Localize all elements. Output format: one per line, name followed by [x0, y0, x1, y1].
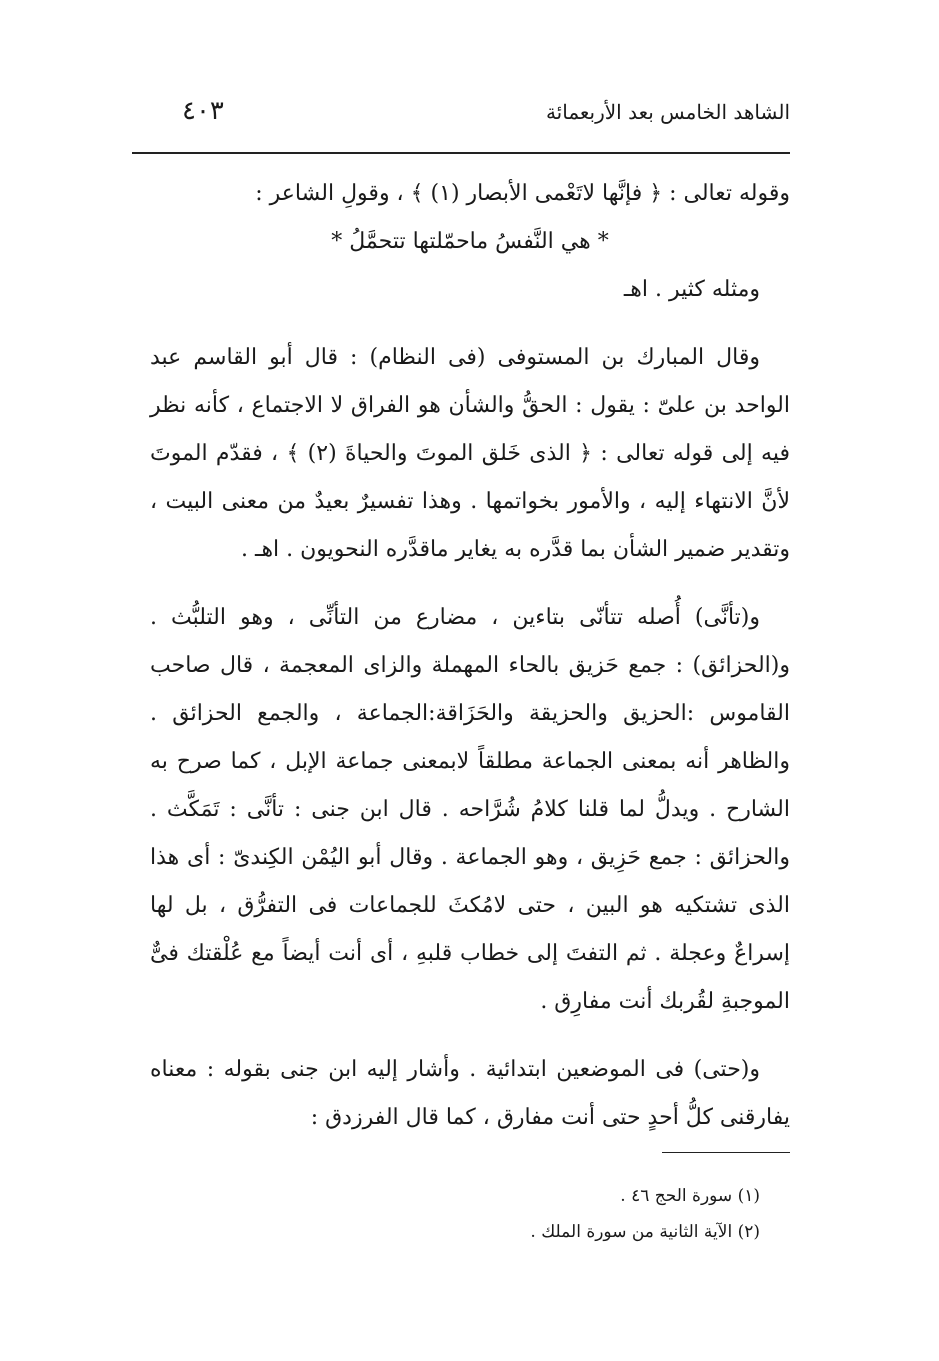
footnote-rule [662, 1152, 790, 1153]
footnote: (١) سورة الحج ٤٦ . [620, 1186, 760, 1206]
running-title: الشاهد الخامس بعد الأربعمائة [545, 100, 790, 124]
header-rule [132, 152, 790, 154]
footnote: (٢) الآية الثانية من سورة الملك . [530, 1222, 760, 1242]
paragraph: ومثله كثير . اهـ [623, 277, 760, 302]
page-number: ٤٠٣ [182, 96, 224, 126]
quran-citation-line: وقوله تعالى : ﴿ فإنَّها لاتَعْمى الأبصار (١) ﴾ ، وقولِ الشاعر : [255, 181, 790, 206]
paragraph: و(حتى) فى الموضعين ابتدائية . وأشار إليه ابن جنى بقوله : معناه يفارقنى كلُّ أحدٍ حتى أنت مفارق ، كما قال الفرزدق : [150, 1057, 790, 1130]
verse-line: * هي النَّفسُ ماحمّلتها تتحمَّلُ * [331, 229, 609, 254]
paragraph: و(تأنَّى) أُصله تتأنّى بتاءين ، مضارع من التأنِّى ، وهو التلبُّث . و(الحزائق) : جمع حَزيق بالحاء المهملة والزاى المعجمة ، قال صاحب القاموس :الحزيق والحزيقة والحَزَاقة:الجماعة ، والجمع الحزائق . والظاهر أنه بمعنى الجماعة مطلقاً لابمعنى جماعة الإبل ، كما صرح به الشارح . ويدلُّ لما قلنا كلامُ شُرَّاحه . قال ابن جنى : تأنَّى : تَمَكَّث . والحزائق : جمع حَزِيق ، وهو الجماعة . وقال أبو اليُمْن الكِندىّ : أى هذا الذى تشتكيه هو البين ، حتى لامُكثَ للجماعات فى التفرُّق ، بل لها إسراعٌ وعجلة . ثم التفتَ إلى خطاب قلبهِ ، أى أنت أيضاً مع عُلْقتك فىٌّ الموجبةِ لقُربك أنت مفارِق . [150, 605, 790, 1014]
page-header [132, 96, 790, 140]
paragraph: وقال المبارك بن المستوفى (فى النظام) : قال أبو القاسم عبد الواحد بن علىّ : يقول : الحقُّ والشأن هو الفراق لا الاجتماع ، كأنه نظر فيه إلى قوله تعالى : ﴿ الذى خَلق الموتَ والحياةَ (٢) ﴾ ، فقدّم الموتَ لأنَّ الانتهاء إليه ، والأمور بخواتمها . وهذا تفسيرٌ بعيدٌ من معنى البيت ، وتقدير ضمير الشأن بما قدَّره به يغاير ماقدَّره النحويون . اهـ . [150, 345, 790, 562]
body-text [150, 170, 790, 1142]
footnotes [400, 1178, 760, 1250]
